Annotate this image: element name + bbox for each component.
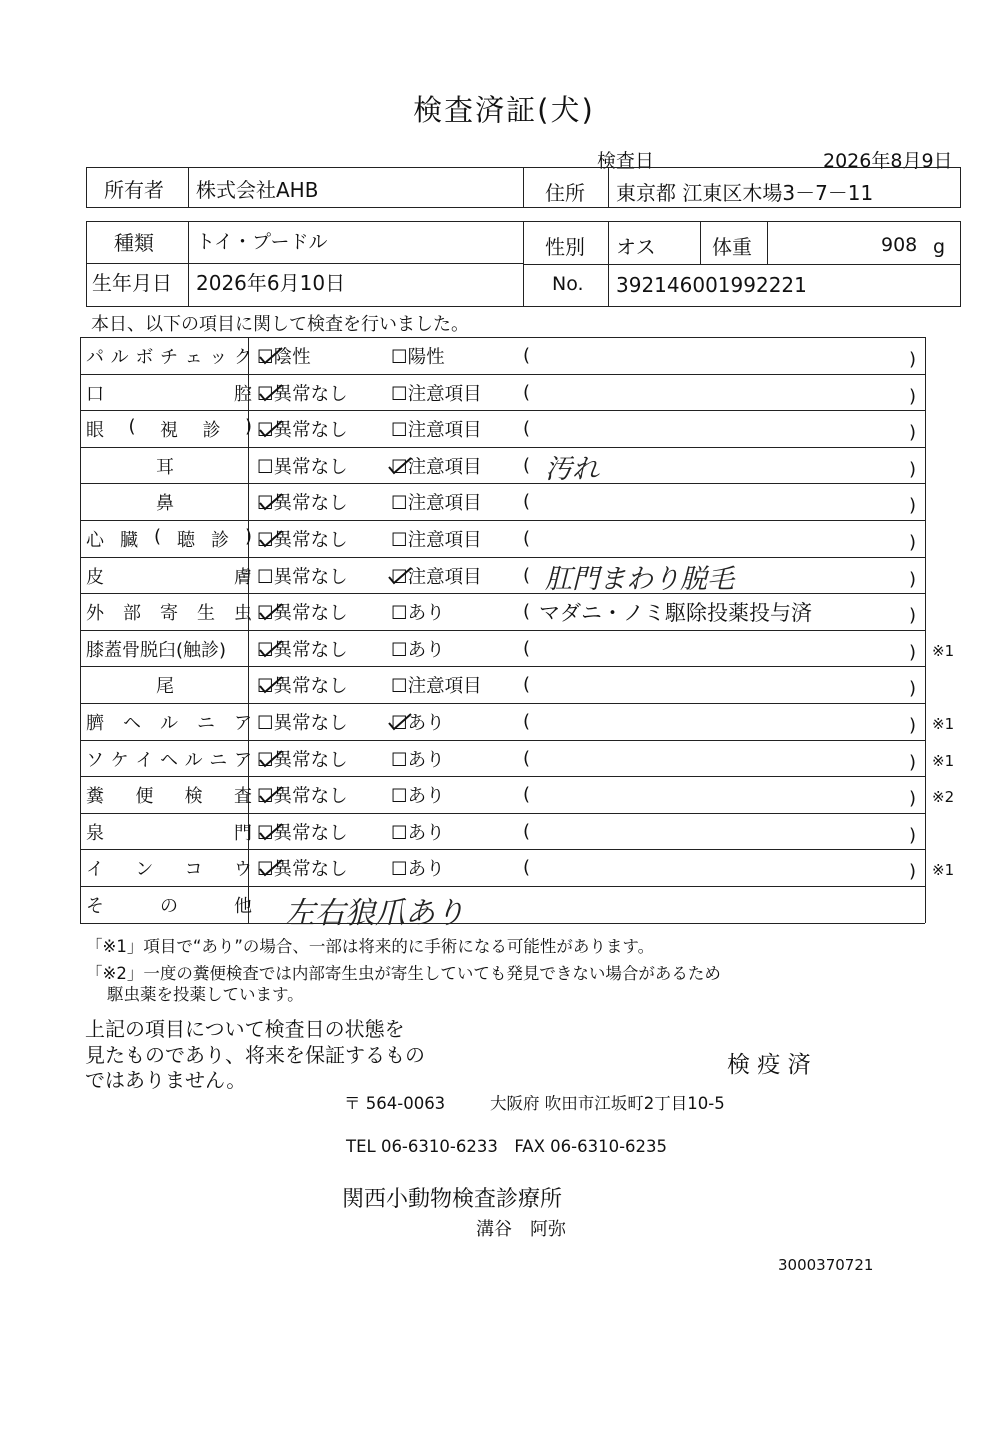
row-label-char: 尾 — [156, 676, 174, 698]
option-normal-checkbox[interactable]: ☐異常なし — [257, 420, 348, 442]
option-normal-checkbox[interactable]: ☐異常なし — [257, 383, 348, 405]
footnote-1: 「※1」項目で“あり”の場合、一部は将来的に手術になる可能性があります。 — [86, 937, 655, 956]
postal-code: 〒 564-0063 — [344, 1094, 446, 1113]
document-number: 3000370721 — [778, 1256, 874, 1274]
row-label-char: ク — [233, 347, 252, 368]
paren-open: ( — [523, 381, 531, 403]
paren-open: ( — [523, 637, 531, 659]
row-label-char: 寄 — [160, 603, 178, 625]
doctor-name: 溝谷 阿弥 — [476, 1219, 566, 1240]
checkmark-icon — [387, 566, 413, 586]
row-label-char: ニ — [209, 749, 228, 771]
birth-label: 生年月日 — [92, 271, 172, 295]
clinic-address: 大阪府 吹田市江坂町2丁目10-5 — [490, 1094, 725, 1113]
option-attention-checkbox[interactable]: ☐あり — [391, 713, 445, 734]
checkmark-icon — [258, 602, 284, 622]
row-label-char: 検 — [184, 786, 203, 808]
paren-open: ( — [523, 528, 531, 549]
note-reference: ※1 — [932, 715, 955, 733]
row-label — [82, 636, 252, 665]
paren-open: ( — [523, 674, 531, 696]
intro-text: 本日、以下の項目に関して検査を行いました。 — [91, 314, 469, 335]
row-label — [82, 563, 252, 592]
paren-open: ( — [523, 747, 531, 769]
paren-open: ( — [523, 564, 531, 586]
option-attention-checkbox[interactable]: ☐注意項目 — [391, 566, 482, 588]
row-label-char: ル — [184, 749, 203, 771]
note-reference: ※2 — [932, 788, 955, 807]
option-attention-checkbox[interactable]: ☐注意項目 — [391, 420, 482, 442]
option-normal-checkbox[interactable]: ☐異常なし — [257, 639, 348, 661]
no-label: No. — [552, 273, 584, 295]
paren-open: ( — [523, 345, 531, 366]
row-label-char: の — [160, 896, 178, 917]
row-label-char: 皮 — [86, 566, 104, 588]
row-label-char: ボ — [135, 347, 154, 368]
owner-value: 株式会社AHB — [196, 178, 319, 202]
other-comment: 左右狼爪あり — [285, 896, 465, 931]
row-label-char: 診 — [210, 530, 229, 551]
paren-close: ) — [909, 715, 917, 736]
address-label: 住所 — [545, 181, 585, 205]
row-label-char: 診 — [202, 420, 221, 442]
checkmark-icon — [258, 749, 284, 769]
row-label-char: 腔 — [234, 383, 252, 405]
option-normal-checkbox[interactable]: ☐異常なし — [257, 676, 348, 698]
row-comment: マダニ・ノミ駆除投薬投与済 — [539, 601, 812, 626]
paren-open: ( — [523, 820, 531, 842]
row-label-char: チ — [159, 347, 178, 368]
checkmark-icon — [258, 858, 284, 878]
paren-close: ) — [909, 824, 917, 846]
clinic-name: 関西小動物検査診療所 — [342, 1187, 563, 1212]
option-attention-checkbox[interactable]: ☐注意項目 — [391, 676, 482, 698]
row-label — [82, 892, 252, 921]
option-normal-checkbox[interactable]: ☐異常なし — [257, 566, 348, 588]
option-normal-checkbox[interactable]: ☐異常なし — [257, 456, 348, 478]
row-label — [82, 526, 252, 555]
row-label-char: 臍 — [86, 713, 104, 734]
option-attention-checkbox[interactable]: ☐注意項目 — [391, 530, 482, 551]
checkmark-icon — [387, 712, 413, 732]
row-label-char: ェ — [184, 347, 203, 368]
row-label — [82, 453, 248, 482]
option-normal-checkbox[interactable]: ☐異常なし — [257, 859, 348, 881]
option-normal-checkbox[interactable]: ☐異常なし — [257, 493, 348, 515]
paren-close: ) — [909, 788, 917, 810]
paren-close: ) — [909, 568, 917, 590]
row-label-char: ( — [153, 526, 161, 547]
row-label-char: ( — [128, 416, 136, 438]
row-label-char: ウ — [233, 859, 252, 881]
footnote-2a: 「※2」一度の糞便検査では内部寄生虫が寄生していても発見できない場合があるため — [86, 964, 721, 983]
row-label — [82, 489, 248, 518]
note-reference: ※1 — [932, 641, 955, 660]
birth-value: 2026年6月10日 — [196, 271, 346, 295]
inspection-stamp: 検 疫 済 — [727, 1052, 811, 1078]
row-label-char: 便 — [135, 786, 154, 808]
paren-close: ) — [909, 458, 917, 480]
owner-label: 所有者 — [104, 178, 164, 202]
option-normal-checkbox[interactable]: ☐異常なし — [257, 786, 348, 808]
option-normal-checkbox[interactable]: ☐異常なし — [257, 749, 348, 771]
option-attention-checkbox[interactable]: ☐注意項目 — [391, 383, 482, 405]
sex-label: 性別 — [545, 235, 585, 259]
option-normal-checkbox[interactable]: ☐陰性 — [257, 347, 311, 368]
checkmark-icon — [258, 346, 284, 366]
row-label-char: ) — [244, 526, 252, 547]
row-label-char: イ — [86, 859, 104, 881]
row-label-char: ル — [110, 347, 129, 368]
option-attention-checkbox[interactable]: ☐注意項目 — [391, 456, 482, 478]
row-label-char: ア — [233, 749, 252, 771]
row-label-char: 虫 — [234, 603, 252, 625]
row-label-char: 視 — [160, 420, 178, 442]
weight-label: 体重 — [712, 235, 752, 259]
row-label-char: ) — [244, 416, 252, 438]
paren-close: ) — [909, 349, 917, 370]
row-label-char: ア — [234, 713, 252, 734]
option-attention-checkbox[interactable]: ☐あり — [391, 603, 445, 625]
option-attention-checkbox[interactable]: ☐あり — [391, 786, 445, 808]
paren-open: ( — [523, 711, 531, 732]
paren-open: ( — [523, 491, 531, 513]
row-label — [82, 819, 252, 848]
row-label-char: パ — [86, 347, 104, 368]
option-attention-checkbox[interactable]: ☐あり — [391, 639, 445, 661]
option-normal-checkbox[interactable]: ☐異常なし — [257, 822, 348, 844]
row-label-char: ソ — [86, 749, 104, 771]
document-title: 検査済証(犬) — [413, 93, 595, 127]
paren-close: ) — [909, 532, 917, 553]
paren-open: ( — [523, 857, 531, 879]
inspection-date: 2026年8月9日 — [823, 150, 953, 172]
row-label — [82, 672, 248, 701]
option-normal-checkbox[interactable]: ☐異常なし — [257, 603, 348, 625]
footnote-2b: 駆虫薬を投薬しています。 — [107, 985, 304, 1004]
row-label-char: 眼 — [86, 420, 104, 442]
breed-value: トイ・プードル — [196, 231, 328, 253]
disclaimer-line-1: 上記の項目について検査日の状態を — [85, 1017, 405, 1041]
row-label — [82, 416, 252, 445]
checkmark-icon — [258, 492, 284, 512]
row-label-char: ニ — [197, 713, 215, 734]
row-label-char: ル — [160, 713, 178, 734]
row-label-char: 外 — [86, 603, 104, 625]
row-label-char: 膚 — [234, 566, 252, 588]
row-label-char: 心 — [86, 530, 104, 551]
checkmark-icon — [258, 639, 284, 659]
row-label-char: 泉 — [86, 822, 104, 844]
row-label-char: イ — [135, 749, 154, 771]
row-label — [82, 380, 252, 409]
row-label-char: 臓 — [119, 530, 138, 551]
option-normal-checkbox[interactable]: ☐異常なし — [257, 713, 348, 734]
row-label-char: 聴 — [176, 530, 195, 551]
row-comment: 汚れ — [545, 453, 599, 485]
row-label-char: ケ — [110, 749, 129, 771]
row-label-char: コ — [184, 859, 203, 881]
row-label-char: 耳 — [156, 456, 174, 478]
paren-close: ) — [909, 385, 917, 407]
row-label-char: ッ — [209, 347, 228, 368]
option-attention-checkbox[interactable]: ☐あり — [391, 749, 445, 771]
paren-close: ) — [909, 641, 917, 663]
paren-open: ( — [523, 418, 531, 440]
row-label-char: ヘ — [123, 713, 141, 734]
sex-value: オス — [616, 235, 656, 259]
checkmark-icon — [258, 675, 284, 695]
row-label — [82, 599, 252, 628]
option-attention-checkbox[interactable]: ☐注意項目 — [391, 493, 482, 515]
row-label-char: 口 — [86, 383, 104, 405]
row-label-char: ン — [135, 859, 154, 881]
checkmark-icon — [387, 456, 413, 476]
paren-open: ( — [523, 601, 531, 623]
weight-unit: g — [933, 236, 946, 258]
paren-close: ) — [909, 605, 917, 627]
checkmark-icon — [258, 383, 284, 403]
number-value: 392146001992221 — [616, 273, 807, 297]
clinic-phone: TEL 06-6310-6233 FAX 06-6310-6235 — [346, 1137, 668, 1156]
disclaimer-line-3: ではありません。 — [85, 1068, 247, 1092]
inspection-date-label: 検査日 — [597, 150, 655, 172]
option-attention-checkbox[interactable]: ☐あり — [391, 859, 445, 881]
row-label-char: 生 — [197, 603, 215, 625]
row-label-char: 門 — [234, 822, 252, 844]
row-label — [82, 855, 252, 884]
checkmark-icon — [258, 785, 284, 805]
address-value: 東京都 江東区木場3－7－11 — [616, 181, 874, 205]
option-attention-checkbox[interactable]: ☐陽性 — [391, 347, 445, 368]
checkmark-icon — [258, 529, 284, 549]
paren-close: ) — [909, 861, 917, 883]
option-normal-checkbox[interactable]: ☐異常なし — [257, 530, 348, 551]
paren-open: ( — [523, 784, 531, 806]
row-label-char: 鼻 — [156, 493, 174, 515]
paren-open: ( — [523, 454, 531, 476]
row-label-char: ヘ — [159, 749, 178, 771]
row-label-char: そ — [86, 896, 104, 917]
disclaimer-line-2: 見たものであり、将来を保証するもの — [85, 1043, 425, 1067]
row-label-char: 他 — [234, 896, 252, 917]
row-label-char: 部 — [123, 603, 141, 625]
note-reference: ※1 — [932, 861, 955, 880]
row-label-char: 膝蓋骨脱臼(触診) — [86, 639, 227, 661]
paren-close: ) — [909, 422, 917, 444]
option-attention-checkbox[interactable]: ☐あり — [391, 822, 445, 844]
paren-close: ) — [909, 751, 917, 773]
row-label — [82, 782, 252, 811]
row-label-char: 査 — [233, 786, 252, 808]
breed-label: 種類 — [114, 231, 154, 255]
row-comment: 肛門まわり脱毛 — [545, 563, 734, 595]
row-label — [82, 746, 252, 775]
checkmark-icon — [258, 822, 284, 842]
paren-close: ) — [909, 495, 917, 517]
row-label — [82, 343, 252, 372]
row-label-char: 糞 — [86, 786, 104, 808]
note-reference: ※1 — [932, 751, 955, 770]
weight-value: 908 — [881, 234, 918, 256]
row-label — [82, 709, 252, 738]
paren-close: ) — [909, 678, 917, 700]
checkmark-icon — [258, 419, 284, 439]
